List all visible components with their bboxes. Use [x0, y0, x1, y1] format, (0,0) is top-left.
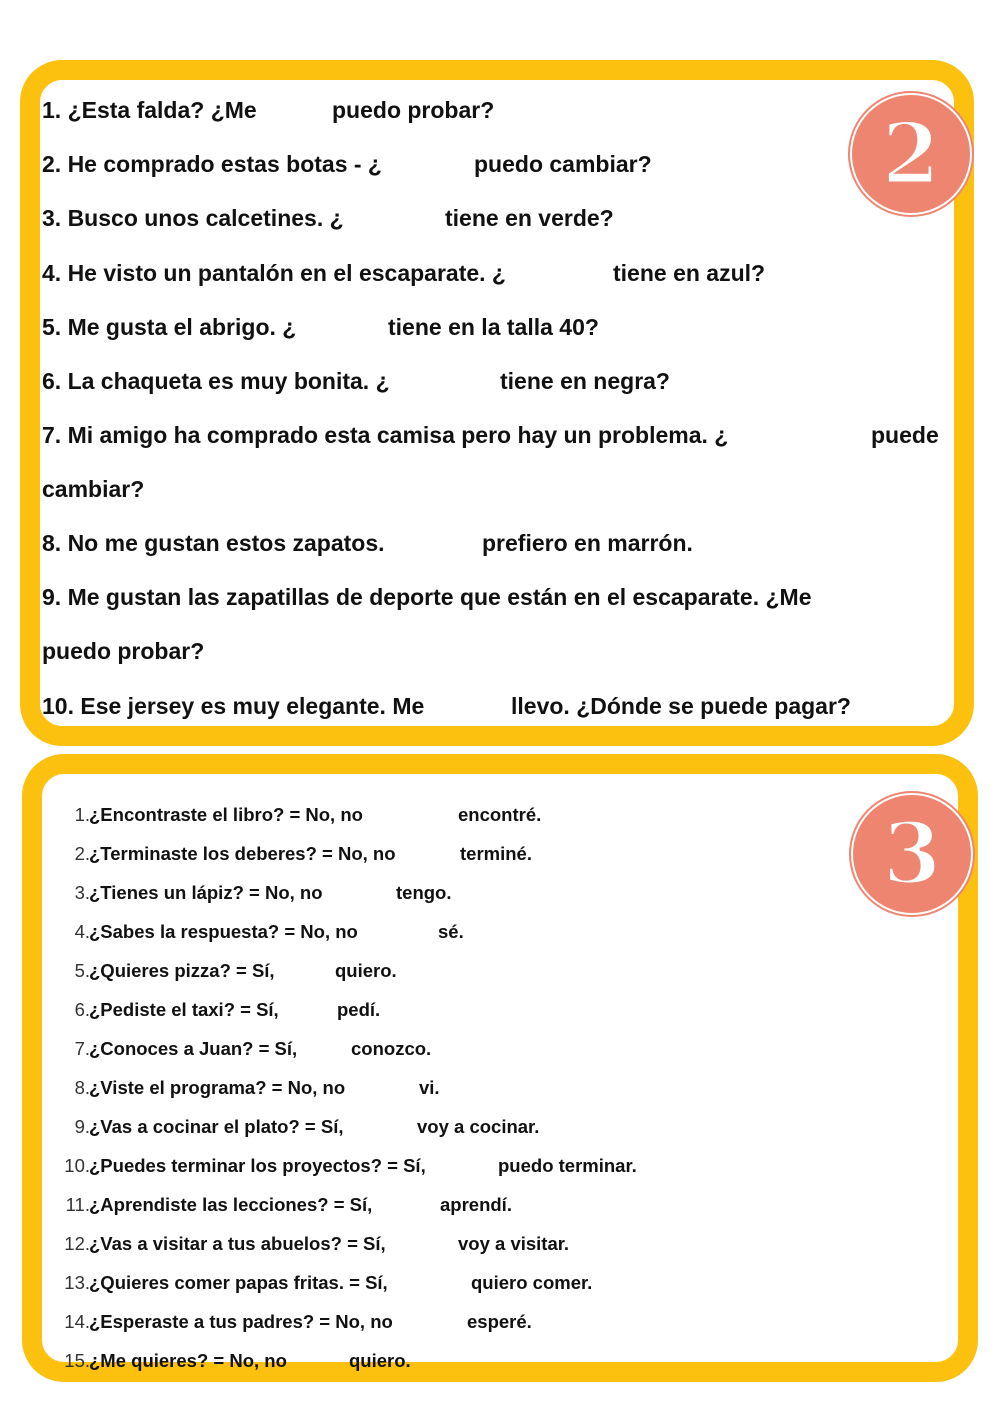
list-item: 4. ¿Sabes la respuesta? = No, no sé.: [74, 921, 464, 942]
sentence-start: cambiar?: [42, 476, 145, 502]
list-item: 15. ¿Me quieres? = No, no quiero.: [64, 1350, 411, 1371]
sentence-end: puede: [871, 422, 939, 448]
sentence-3: [42, 203, 954, 233]
sentence-end: llevo. ¿Dónde se puede pagar?: [511, 693, 851, 719]
sentence-start: puedo probar?: [42, 638, 205, 664]
list-item: 3. ¿Tienes un lápiz? = No, no tengo.: [74, 882, 452, 903]
sentence-end: tiene en la talla 40?: [388, 314, 599, 340]
list-item: 13. ¿Quieres comer papas fritas. = Sí, quiero comer.: [64, 1272, 593, 1293]
sentence-end: prefiero en marrón.: [482, 530, 693, 556]
exercise-3-card: [22, 754, 978, 1382]
sentence-2: [42, 149, 954, 179]
sentence-6: [42, 366, 954, 396]
sentence-10: [42, 691, 954, 721]
sentence-start: 3. Busco unos calcetines. ¿: [42, 205, 344, 231]
sentence-end: tiene en azul?: [613, 260, 766, 286]
sentence-9: [42, 582, 954, 612]
sentence-8: [42, 528, 954, 558]
sentence-start: 8. No me gustan estos zapatos.: [42, 530, 385, 556]
sentence-start: 10. Ese jersey es muy elegante. Me: [42, 693, 425, 719]
sentence-7-continued: [42, 474, 954, 504]
sentence-end: tiene en negra?: [500, 368, 670, 394]
sentence-5: [42, 312, 954, 342]
sentence-start: 2. He comprado estas botas - ¿: [42, 151, 382, 177]
list-item: 12. ¿Vas a visitar a tus abuelos? = Sí, voy a visitar.: [64, 1233, 570, 1254]
sentence-9-continued: [42, 636, 954, 666]
sentence-7: [42, 420, 954, 450]
sentence-start: 7. Mi amigo ha comprado esta camisa pero hay un problema. ¿: [42, 422, 729, 448]
list-item: 6. ¿Pediste el taxi? = Sí, pedí.: [74, 999, 381, 1020]
sentence-start: 9. Me gustan las zapatillas de deporte que están en el escaparate. ¿Me: [42, 584, 812, 610]
sentence-end: puedo probar?: [332, 97, 495, 123]
exercise-2-card: [20, 60, 974, 746]
list-item: 7. ¿Conoces a Juan? = Sí, conozco.: [74, 1038, 432, 1059]
sentence-start: 6. La chaqueta es muy bonita. ¿: [42, 368, 390, 394]
sentence-start: 1. ¿Esta falda? ¿Me: [42, 97, 257, 123]
sentence-start: 5. Me gusta el abrigo. ¿: [42, 314, 297, 340]
sentence-end: tiene en verde?: [445, 205, 614, 231]
sentence-end: puedo cambiar?: [474, 151, 652, 177]
list-item: 10. ¿Puedes terminar los proyectos? = Sí, puedo terminar.: [64, 1155, 637, 1176]
list-item: 11. ¿Aprendiste las lecciones? = Sí, aprendí.: [65, 1194, 512, 1215]
list-item: 1. ¿Encontraste el libro? = No, no encontré.: [74, 804, 542, 825]
list-item: 9. ¿Vas a cocinar el plato? = Sí, voy a cocinar.: [74, 1116, 540, 1137]
list-item: 14. ¿Esperaste a tus padres? = No, no esperé.: [64, 1311, 532, 1332]
sentence-4: [42, 258, 954, 288]
badge-number: 2: [881, 104, 941, 203]
list-item: 2. ¿Terminaste los deberes? = No, no terminé.: [74, 843, 532, 864]
badge-number: 3: [882, 804, 942, 903]
sentence-start: 4. He visto un pantalón en el escaparate. ¿: [42, 260, 506, 286]
list-item: 8. ¿Viste el programa? = No, no vi.: [74, 1077, 440, 1098]
list-item: 5. ¿Quieres pizza? = Sí, quiero.: [74, 960, 397, 981]
sentence-1: [42, 95, 954, 125]
